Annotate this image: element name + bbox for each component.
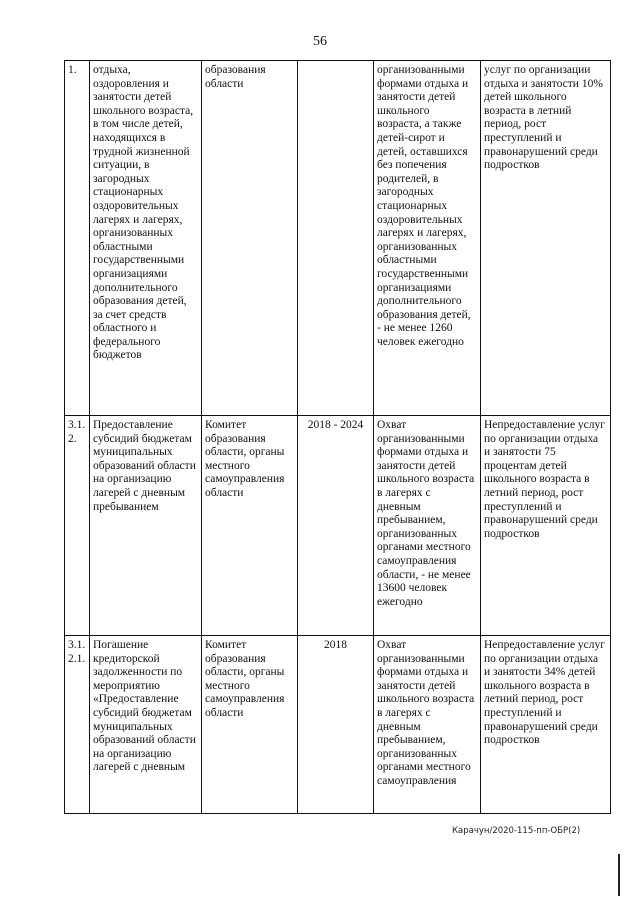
scan-edge-mark xyxy=(618,854,620,896)
page-number: 56 xyxy=(313,34,327,49)
executor-cell: образования области xyxy=(202,61,298,416)
result-cell: Охват организованными формами отдыха и занятости детей школьного возраста в лагерях с дневным пребыванием, организованных органами местного самоуправления области, - не менее 13600 человек ежегодно xyxy=(374,416,481,636)
row-number: 3.1.2.1. xyxy=(65,636,90,814)
years-cell xyxy=(298,61,374,416)
measure-cell: Предоставление субсидий бюджетам муниципальных образований области на организацию лагерей с дневным пребыванием xyxy=(90,416,202,636)
table-row xyxy=(65,416,611,636)
document-footer: Карачун/2020-115-пп-ОБР(2) xyxy=(452,826,581,836)
row-number: 3.1.2. xyxy=(65,416,90,636)
years-cell: 2018 - 2024 xyxy=(298,416,374,636)
executor-cell: Комитет образования области, органы местного самоуправления области xyxy=(202,416,298,636)
measure-cell: отдыха, оздоровления и занятости детей школьного возраста, в том числе детей, находящихся в трудной жизненной ситуации, в загородных стационарных оздоровительных лагерях и лагерях, организованных областными государственными организациями дополнительного образования детей, за счет средств областного и федерального бюджетов xyxy=(90,61,202,416)
years-cell: 2018 xyxy=(298,636,374,814)
table-row xyxy=(65,636,611,814)
consequences-cell: услуг по организации отдыха и занятости 10% детей школьного возраста в летний период, рост преступлений и правонарушений среди подростков xyxy=(481,61,611,416)
consequences-cell: Непредоставление услуг по организации отдыха и занятости 34% детей школьного возраста в летний период, рост преступлений и правонарушений среди подростков xyxy=(481,636,611,814)
row-number: 1. xyxy=(65,61,90,416)
consequences-cell: Непредоставление услуг по организации отдыха и занятости 75 процентам детей школьного возраста в летний период, рост преступлений и правонарушений среди подростков xyxy=(481,416,611,636)
executor-cell: Комитет образования области, органы местного самоуправления области xyxy=(202,636,298,814)
table-row xyxy=(65,61,611,416)
measure-cell: Погашение кредиторской задолженности по мероприятию «Предоставление субсидий бюджетам муниципальных образований области на организацию лагерей с дневным xyxy=(90,636,202,814)
result-cell: организованными формами отдыха и занятости детей школьного возраста, а также детей-сирот и детей, оставшихся без попечения родителей, в загородных стационарных оздоровительных лагерях и лагерях, организованных областными государственными организациями дополнительного образования детей, - не менее 1260 человек ежегодно xyxy=(374,61,481,416)
program-table xyxy=(64,60,611,814)
result-cell: Охват организованными формами отдыха и занятости детей школьного возраста в лагерях с дневным пребыванием, организованных органами местного самоуправления xyxy=(374,636,481,814)
